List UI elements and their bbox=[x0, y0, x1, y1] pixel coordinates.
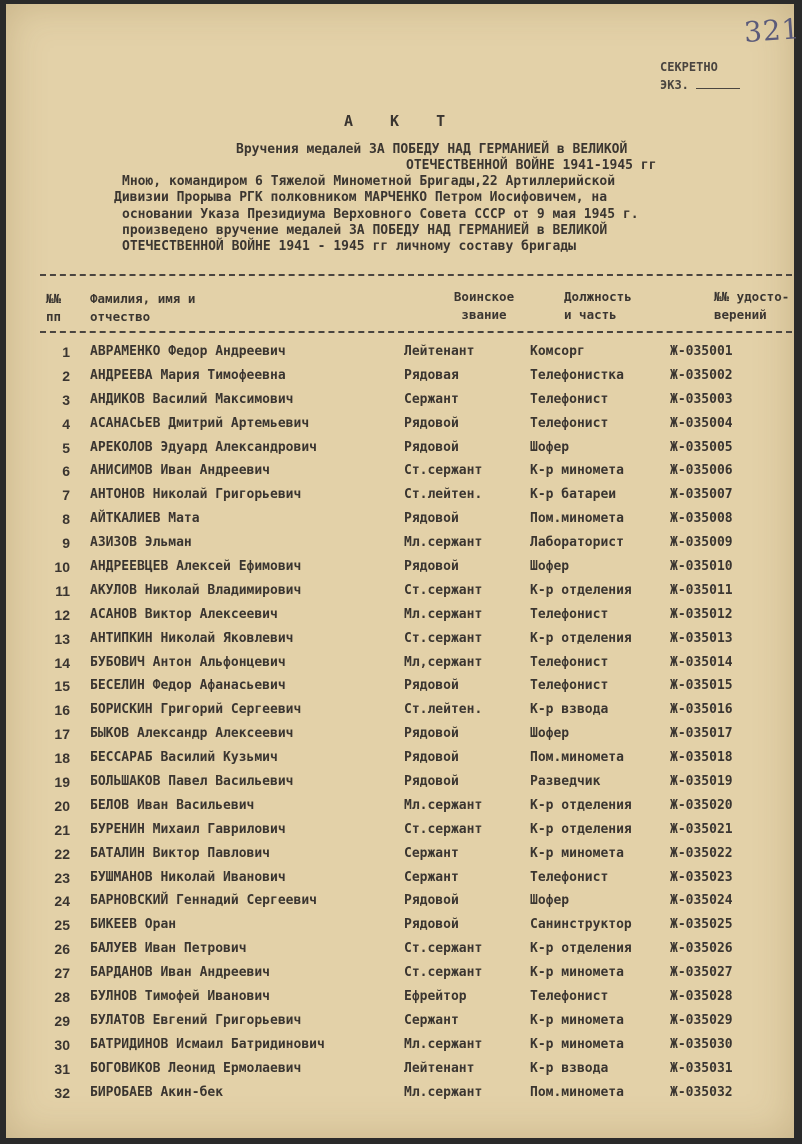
row-certificate: Ж-035031 bbox=[670, 1060, 733, 1076]
row-certificate: Ж-035021 bbox=[670, 821, 733, 837]
row-name: АВРАМЕНКО Федор Андреевич bbox=[90, 344, 286, 359]
table-row bbox=[6, 366, 794, 390]
row-number: 9 bbox=[62, 535, 70, 552]
table-row bbox=[6, 342, 794, 366]
document-title: А К Т bbox=[344, 112, 460, 130]
row-name: БОРИСКИН Григорий Сергеевич bbox=[90, 702, 302, 718]
row-rank: Рядовая bbox=[404, 367, 459, 383]
table-row bbox=[6, 438, 794, 462]
row-number: 15 bbox=[54, 678, 70, 695]
row-number: 25 bbox=[54, 917, 70, 934]
row-rank: Сержант bbox=[404, 391, 459, 407]
row-rank: Сержант bbox=[404, 845, 459, 861]
row-position: К-р отделения bbox=[530, 941, 632, 957]
row-number: 11 bbox=[55, 582, 70, 599]
row-certificate: Ж-035008 bbox=[670, 511, 733, 527]
row-number: 14 bbox=[54, 654, 70, 671]
row-number: 3 bbox=[62, 391, 70, 408]
row-position: К-р отделения bbox=[530, 630, 632, 646]
row-position: Телефонист bbox=[530, 415, 609, 431]
row-position: К-р взвода bbox=[530, 1060, 609, 1076]
row-certificate: Ж-035018 bbox=[670, 750, 733, 766]
heading-line: Вручения медалей ЗА ПОБЕДУ НАД ГЕРМАНИЕЙ в ВЕЛИКОЙ bbox=[236, 142, 628, 157]
row-rank: Ефрейтор bbox=[404, 989, 467, 1005]
row-rank: Рядовой bbox=[404, 439, 459, 455]
row-rank: Мл.сержант bbox=[404, 797, 483, 813]
table-row bbox=[6, 963, 794, 987]
row-rank: Сержант bbox=[404, 869, 459, 885]
row-number: 2 bbox=[62, 367, 70, 384]
row-position: К-р отделения bbox=[530, 582, 632, 598]
preamble-line: произведено вручение медалей ЗА ПОБЕДУ НАД ГЕРМАНИЕЙ в ВЕЛИКОЙ bbox=[122, 223, 608, 238]
table-row bbox=[6, 485, 794, 509]
row-position: К-р взвода bbox=[530, 702, 609, 718]
row-position: Шофер bbox=[530, 559, 570, 575]
row-certificate: Ж-035011 bbox=[670, 582, 733, 598]
preamble-line: основании Указа Президиума Верховного Совета СССР от 9 мая 1945 г. bbox=[122, 207, 639, 222]
row-certificate: Ж-035001 bbox=[670, 344, 733, 359]
row-number: 8 bbox=[62, 511, 70, 528]
table-row bbox=[6, 820, 794, 844]
row-position: Телефонист bbox=[530, 989, 609, 1005]
row-position: Лабораторист bbox=[530, 535, 624, 551]
row-name: АНДРЕЕВА Мария Тимофеевна bbox=[90, 367, 286, 383]
row-rank: Рядовой bbox=[404, 774, 459, 790]
row-name: БЕЛОВ Иван Васильевич bbox=[90, 797, 255, 813]
row-rank: Мл.сержант bbox=[404, 535, 483, 551]
row-position: Шофер bbox=[530, 726, 570, 742]
table-row bbox=[6, 414, 794, 438]
row-number: 6 bbox=[62, 463, 70, 480]
row-rank: Мл.сержант bbox=[404, 1084, 483, 1100]
row-rank: Рядовой bbox=[404, 511, 459, 527]
row-number: 13 bbox=[54, 630, 70, 647]
table-row bbox=[6, 390, 794, 414]
row-position: Шофер bbox=[530, 893, 570, 909]
table-row bbox=[6, 796, 794, 820]
row-position: Телефонист bbox=[530, 391, 609, 407]
preamble-line: Дивизии Прорыва РГК полковником МАРЧЕНКО Петром Иосифовичем, на bbox=[114, 190, 608, 205]
row-rank: Рядовой bbox=[404, 678, 459, 694]
row-rank: Рядовой bbox=[404, 917, 459, 933]
table-row bbox=[6, 700, 794, 724]
column-header-position: Должность и часть bbox=[564, 289, 632, 322]
column-header-number: №№ пп bbox=[46, 291, 62, 324]
table-row bbox=[6, 915, 794, 939]
row-position: Санинструктор bbox=[530, 917, 632, 933]
row-certificate: Ж-035024 bbox=[670, 893, 733, 909]
row-position: К-р миномета bbox=[530, 965, 624, 981]
row-certificate: Ж-035003 bbox=[670, 391, 733, 407]
row-certificate: Ж-035025 bbox=[670, 917, 733, 933]
table-row bbox=[6, 629, 794, 653]
row-number: 29 bbox=[54, 1012, 70, 1029]
row-certificate: Ж-035010 bbox=[670, 559, 733, 575]
row-number: 5 bbox=[62, 439, 70, 456]
row-certificate: Ж-035017 bbox=[670, 726, 733, 742]
row-certificate: Ж-035014 bbox=[670, 654, 733, 670]
row-certificate: Ж-035028 bbox=[670, 989, 733, 1005]
secret-stamp bbox=[660, 58, 740, 94]
row-position: Телефонист bbox=[530, 654, 609, 670]
row-rank: Ст.сержант bbox=[404, 965, 483, 981]
row-number: 7 bbox=[62, 487, 70, 504]
row-position: Комсорг bbox=[530, 344, 585, 359]
table-row bbox=[6, 653, 794, 677]
row-name: АЗИЗОВ Эльман bbox=[90, 535, 192, 551]
row-position: К-р миномета bbox=[530, 1012, 624, 1028]
copy-line bbox=[660, 76, 740, 94]
row-name: БУШМАНОВ Николай Иванович bbox=[90, 869, 286, 885]
award-table bbox=[6, 342, 794, 1107]
table-row bbox=[6, 533, 794, 557]
row-rank: Ст.лейтен. bbox=[404, 487, 483, 503]
row-position: К-р миномета bbox=[530, 463, 624, 479]
row-name: АНДИКОВ Василий Максимович bbox=[90, 391, 294, 407]
row-position: К-р миномета bbox=[530, 1036, 624, 1052]
row-name: БУЛАТОВ Евгений Григорьевич bbox=[90, 1012, 302, 1028]
row-name: БЕССАРАБ Василий Кузьмич bbox=[90, 750, 278, 766]
table-row bbox=[6, 724, 794, 748]
secret-label: СЕКРЕТНО bbox=[660, 60, 718, 74]
row-number: 10 bbox=[54, 559, 70, 576]
heading-line: ОТЕЧЕСТВЕННОЙ ВОЙНЕ 1941-1945 гг bbox=[406, 158, 657, 173]
row-certificate: Ж-035029 bbox=[670, 1012, 733, 1028]
row-number: 21 bbox=[54, 821, 70, 838]
row-number: 26 bbox=[54, 941, 70, 958]
row-position: Пом.миномета bbox=[530, 1084, 624, 1100]
row-position: К-р батареи bbox=[530, 487, 617, 503]
row-name: БАРДАНОВ Иван Андреевич bbox=[90, 965, 271, 981]
row-rank: Ст.сержант bbox=[404, 463, 483, 479]
preamble-line: ОТЕЧЕСТВЕННОЙ ВОЙНЕ 1941 - 1945 гг личному составу бригады bbox=[122, 239, 576, 254]
row-position: Разведчик bbox=[530, 774, 601, 790]
folio-number: 321 bbox=[742, 12, 802, 49]
row-name: БОЛЬШАКОВ Павел Васильевич bbox=[90, 774, 294, 790]
table-row bbox=[6, 772, 794, 796]
table-row bbox=[6, 844, 794, 868]
row-name: АНТИПКИН Николай Яковлевич bbox=[90, 630, 294, 646]
row-number: 31 bbox=[54, 1060, 70, 1077]
table-row bbox=[6, 868, 794, 892]
row-rank: Лейтенант bbox=[404, 344, 475, 359]
row-certificate: Ж-035004 bbox=[670, 415, 733, 431]
row-name: АСАНОВ Виктор Алексеевич bbox=[90, 606, 278, 622]
row-name: БУРЕНИН Михаил Гаврилович bbox=[90, 821, 286, 837]
row-certificate: Ж-035002 bbox=[670, 367, 733, 383]
row-certificate: Ж-035032 bbox=[670, 1084, 733, 1100]
row-name: БОГОВИКОВ Леонид Ермолаевич bbox=[90, 1060, 302, 1076]
row-number: 16 bbox=[54, 702, 70, 719]
row-name: АНТОНОВ Николай Григорьевич bbox=[90, 487, 302, 503]
table-row bbox=[6, 605, 794, 629]
table-row bbox=[6, 891, 794, 915]
table-row bbox=[6, 557, 794, 581]
table-row bbox=[6, 939, 794, 963]
preamble-line: Мною, командиром 6 Тяжелой Минометной Бригады,22 Артиллерийской bbox=[122, 174, 616, 189]
row-certificate: Ж-035020 bbox=[670, 797, 733, 813]
column-header-name: Фамилия, имя и отчество bbox=[90, 291, 196, 324]
row-name: БАЛУЕВ Иван Петрович bbox=[90, 941, 247, 957]
row-name: АЙТКАЛИЕВ Мата bbox=[90, 511, 200, 527]
row-certificate: Ж-035013 bbox=[670, 630, 733, 646]
row-name: АРЕКОЛОВ Эдуард Александрович bbox=[90, 439, 317, 455]
table-top-rule bbox=[40, 274, 792, 276]
table-row bbox=[6, 581, 794, 605]
row-name: БАТАЛИН Виктор Павлович bbox=[90, 845, 271, 861]
row-number: 20 bbox=[54, 797, 70, 814]
row-position: К-р отделения bbox=[530, 797, 632, 813]
row-certificate: Ж-035009 bbox=[670, 535, 733, 551]
row-number: 4 bbox=[62, 415, 70, 432]
row-number: 30 bbox=[54, 1036, 70, 1053]
row-certificate: Ж-035023 bbox=[670, 869, 733, 885]
row-name: БИРОБАЕВ Акин-бек bbox=[90, 1084, 224, 1100]
row-rank: Ст.сержант bbox=[404, 941, 483, 957]
row-position: Телефонист bbox=[530, 678, 609, 694]
row-rank: Ст.лейтен. bbox=[404, 702, 483, 718]
table-row bbox=[6, 1011, 794, 1035]
row-number: 19 bbox=[54, 774, 70, 791]
table-row bbox=[6, 461, 794, 485]
row-certificate: Ж-035012 bbox=[670, 606, 733, 622]
row-position: Телефонистка bbox=[530, 367, 624, 383]
row-position: Телефонист bbox=[530, 869, 609, 885]
row-rank: Рядовой bbox=[404, 559, 459, 575]
copy-label: ЭКЗ. bbox=[660, 78, 689, 92]
row-rank: Мл,сержант bbox=[404, 654, 483, 670]
table-row bbox=[6, 676, 794, 700]
row-name: БУЛНОВ Тимофей Иванович bbox=[90, 989, 271, 1005]
row-position: Пом.миномета bbox=[530, 750, 624, 766]
column-header-rank: Воинское звание bbox=[453, 289, 515, 322]
row-number: 17 bbox=[54, 726, 70, 743]
row-rank: Ст.сержант bbox=[404, 821, 483, 837]
row-name: БИКЕЕВ Оран bbox=[90, 917, 177, 933]
row-number: 1 bbox=[62, 344, 70, 360]
row-rank: Рядовой bbox=[404, 750, 459, 766]
table-row bbox=[6, 1059, 794, 1083]
table-header-rule bbox=[40, 331, 792, 333]
row-number: 24 bbox=[54, 893, 70, 910]
row-rank: Рядовой bbox=[404, 726, 459, 742]
row-name: АКУЛОВ Николай Владимирович bbox=[90, 582, 302, 598]
table-row bbox=[6, 1035, 794, 1059]
row-certificate: Ж-035006 bbox=[670, 463, 733, 479]
row-rank: Мл.сержант bbox=[404, 1036, 483, 1052]
row-certificate: Ж-035005 bbox=[670, 439, 733, 455]
row-number: 18 bbox=[54, 750, 70, 767]
row-name: БАТРИДИНОВ Исмаил Батридинович bbox=[90, 1036, 325, 1052]
row-name: БУБОВИЧ Антон Альфонцевич bbox=[90, 654, 286, 670]
row-position: Телефонист bbox=[530, 606, 609, 622]
document-page bbox=[6, 4, 802, 1138]
row-rank: Лейтенант bbox=[404, 1060, 475, 1076]
column-header-certificate: №№ удосто- верений bbox=[714, 289, 790, 322]
row-rank: Рядовой bbox=[404, 893, 459, 909]
row-certificate: Ж-035007 bbox=[670, 487, 733, 503]
row-rank: Ст.сержант bbox=[404, 630, 483, 646]
copy-blank bbox=[696, 88, 740, 89]
row-rank: Ст.сержант bbox=[404, 582, 483, 598]
row-certificate: Ж-035016 bbox=[670, 702, 733, 718]
row-certificate: Ж-035027 bbox=[670, 965, 733, 981]
row-number: 22 bbox=[54, 845, 70, 862]
row-rank: Рядовой bbox=[404, 415, 459, 431]
row-rank: Сержант bbox=[404, 1012, 459, 1028]
row-certificate: Ж-035030 bbox=[670, 1036, 733, 1052]
row-name: АНИСИМОВ Иван Андреевич bbox=[90, 463, 271, 479]
row-number: 28 bbox=[54, 989, 70, 1006]
row-position: Пом.миномета bbox=[530, 511, 624, 527]
table-row bbox=[6, 748, 794, 772]
row-certificate: Ж-035022 bbox=[670, 845, 733, 861]
row-number: 23 bbox=[54, 869, 70, 886]
row-name: АСАНАСЬЕВ Дмитрий Артемьевич bbox=[90, 415, 310, 431]
row-position: Шофер bbox=[530, 439, 570, 455]
row-number: 32 bbox=[54, 1084, 70, 1101]
row-certificate: Ж-035026 bbox=[670, 941, 733, 957]
row-rank: Мл.сержант bbox=[404, 606, 483, 622]
row-name: БАРНОВСКИЙ Геннадий Сергеевич bbox=[90, 893, 317, 909]
row-position: К-р миномета bbox=[530, 845, 624, 861]
table-row bbox=[6, 987, 794, 1011]
row-name: БЕСЕЛИН Федор Афанасьевич bbox=[90, 678, 286, 694]
row-certificate: Ж-035019 bbox=[670, 774, 733, 790]
row-certificate: Ж-035015 bbox=[670, 678, 733, 694]
table-row bbox=[6, 509, 794, 533]
row-name: БЫКОВ Александр Алексеевич bbox=[90, 726, 294, 742]
row-number: 27 bbox=[54, 965, 70, 982]
table-row bbox=[6, 1083, 794, 1107]
row-name: АНДРЕЕВЦЕВ Алексей Ефимович bbox=[90, 559, 302, 575]
row-number: 12 bbox=[54, 606, 70, 623]
row-position: К-р отделения bbox=[530, 821, 632, 837]
